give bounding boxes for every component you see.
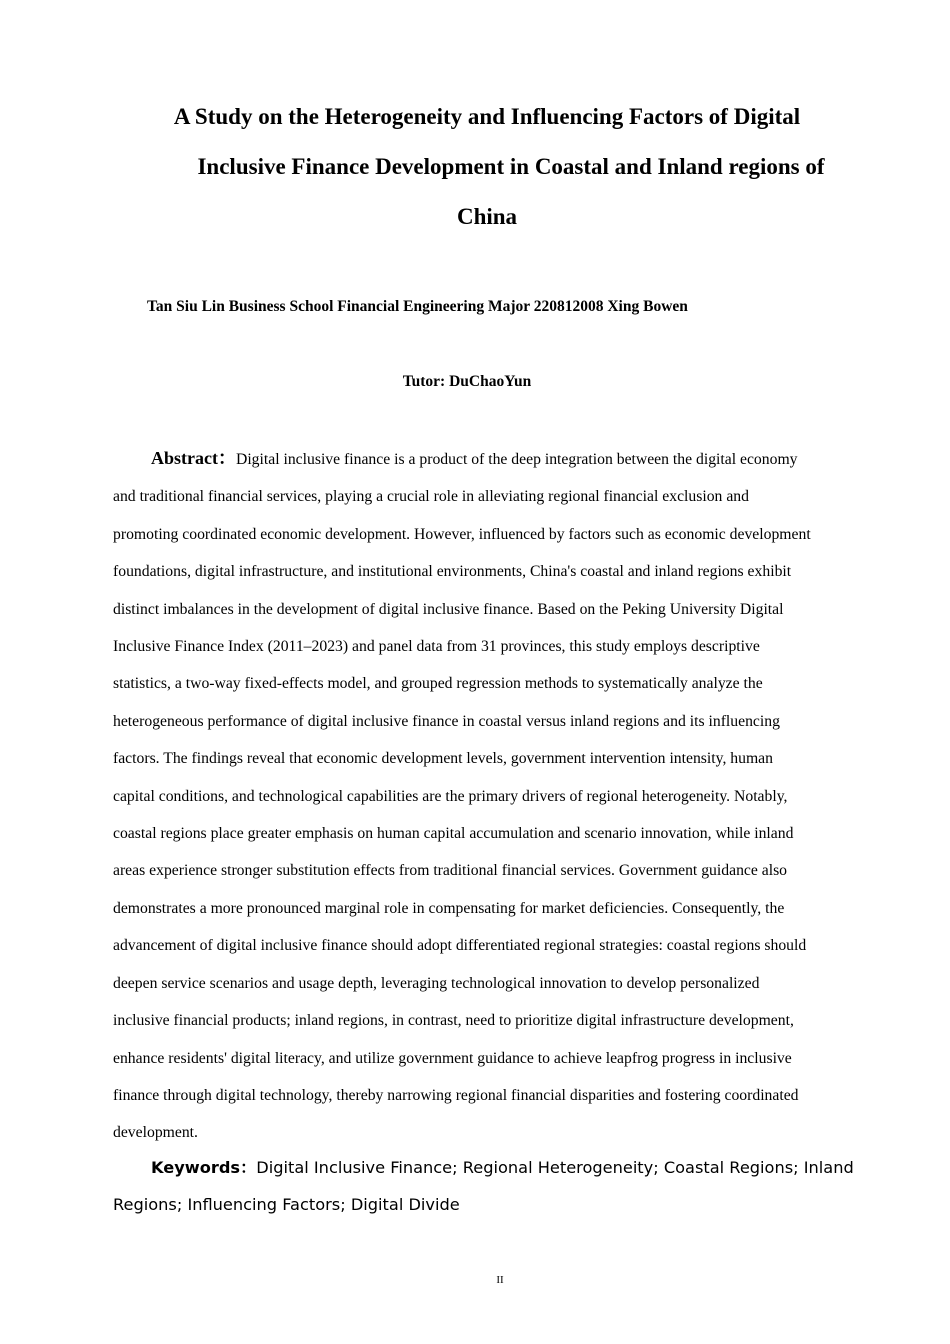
title-line: China	[456, 204, 518, 229]
abstract-line: finance through digital technology, thereby narrowing regional financial disparities and fostering coordinated	[113, 1086, 799, 1104]
abstract-line: statistics, a two-way fixed-effects model, and grouped regression methods to systematically analyze the	[113, 675, 763, 693]
title-line: Inclusive Finance Development in Coastal and Inland regions of	[197, 154, 825, 179]
abstract-line: demonstrates a more pronounced marginal role in compensating for market deficiencies. Consequently, the	[113, 899, 785, 917]
keywords-section	[113, 1149, 873, 1223]
keywords-line: Regions; Influencing Factors; Digital Divide	[113, 1195, 460, 1214]
abstract-text: Digital inclusive finance is a product of the deep integration between the digital economy	[235, 451, 798, 468]
abstract-line: advancement of digital inclusive finance should adopt differentiated regional strategies: coastal regions should	[113, 937, 807, 955]
abstract-line: inclusive financial products; inland regions, in contrast, need to prioritize digital infrastructure development,	[113, 1012, 794, 1030]
abstract-section	[113, 440, 861, 1152]
abstract-line: development.	[113, 1124, 198, 1142]
page-number: II	[496, 1274, 504, 1286]
abstract-line: Inclusive Finance Index (2011–2023) and panel data from 31 provinces, this study employs descriptive	[113, 638, 760, 656]
abstract-line	[113, 440, 861, 478]
abstract-line: and traditional financial services, playing a crucial role in alleviating regional financial exclusion and	[113, 488, 749, 506]
abstract-line: deepen service scenarios and usage depth, leveraging technological innovation to develop personalized	[113, 974, 760, 992]
abstract-line: enhance residents' digital literacy, and utilize government guidance to achieve leapfrog progress in inclusive	[113, 1049, 792, 1067]
abstract-line: promoting coordinated economic development. However, influenced by factors such as economic development	[113, 525, 811, 543]
abstract-line: factors. The findings reveal that economic development levels, government intervention intensity, human	[113, 750, 773, 768]
abstract-line: heterogeneous performance of digital inclusive finance in coastal versus inland regions and its influencing	[113, 712, 780, 730]
abstract-label: Abstract：	[151, 448, 236, 468]
keywords-line	[113, 1149, 873, 1186]
abstract-line: coastal regions place greater emphasis on human capital accumulation and scenario innovation, while inland	[113, 825, 794, 843]
title-line: A Study on the Heterogeneity and Influencing Factors of Digital	[173, 104, 801, 129]
paper-title	[150, 92, 872, 242]
abstract-line: capital conditions, and technological capabilities are the primary drivers of regional heterogeneity. Notably,	[113, 787, 788, 805]
keywords-text: Digital Inclusive Finance; Regional Heterogeneity; Coastal Regions; Inland	[256, 1158, 854, 1177]
tutor-line: Tutor: DuChaoYun	[402, 373, 532, 390]
abstract-line: areas experience stronger substitution effects from traditional financial services. Government guidance also	[113, 862, 788, 880]
abstract-line: foundations, digital infrastructure, and institutional environments, China's coastal and inland regions exhibit	[113, 563, 792, 581]
keywords-label: Keywords：	[151, 1158, 257, 1177]
author-line: Tan Siu Lin Business School Financial Engineering Major 220812008 Xing Bowen	[147, 298, 688, 315]
abstract-line: distinct imbalances in the development of digital inclusive finance. Based on the Peking University Digital	[113, 600, 784, 618]
